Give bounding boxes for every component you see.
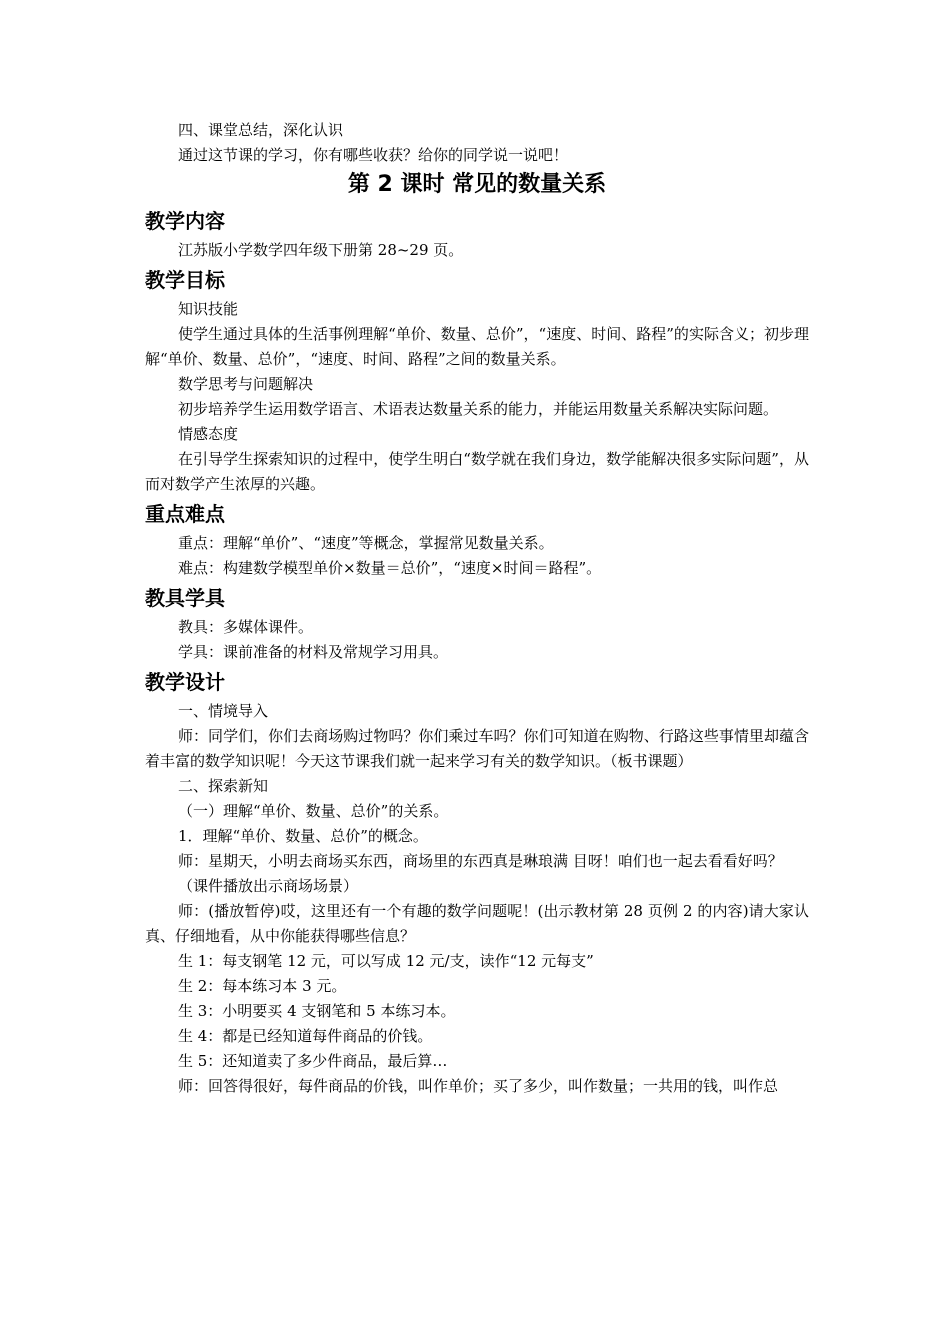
paragraph: 难点：构建数学模型单价×数量＝总价”，“速度×时间＝路程”。 (178, 559, 602, 577)
subheading: 情感态度 (178, 425, 239, 443)
paragraph: 师：回答得很好，每件商品的价钱，叫作单价；买了多少，叫作数量；一共用的钱，叫作总 (178, 1077, 779, 1095)
paragraph: 一、情境导入 (178, 702, 269, 720)
paragraph: （一）理解“单价、数量、总价”的关系。 (178, 802, 449, 820)
document-body (145, 118, 809, 1099)
paragraph: 在引导学生探索知识的过程中，使学生明白“数学就在我们身边，数学能解决很多实际问题”，从而对数学产生浓厚的兴趣。 (145, 450, 809, 493)
section-heading-goals: 教学目标 (145, 268, 225, 292)
subheading: 数学思考与问题解决 (178, 375, 314, 393)
paragraph: 生 4：都是已经知道每件商品的价钱。 (178, 1027, 433, 1045)
paragraph: 重点：理解“单价”、“速度”等概念，掌握常见数量关系。 (178, 534, 554, 552)
paragraph: 1．理解“单价、数量、总价”的概念。 (178, 827, 428, 845)
paragraph: 江苏版小学数学四年级下册第 28~29 页。 (178, 241, 464, 259)
paragraph: 教具：多媒体课件。 (178, 618, 314, 636)
paragraph: 师：(播放暂停)哎，这里还有一个有趣的数学问题呢！(出示教材第 28 页例 2 的内容)请大家认真、仔细地看，从中你能获得哪些信息？ (145, 902, 809, 945)
paragraph: 初步培养学生运用数学语言、术语表达数量关系的能力，并能运用数量关系解决实际问题。 (178, 400, 779, 418)
subheading: 知识技能 (178, 300, 239, 318)
section-heading-design: 教学设计 (145, 670, 225, 694)
section-heading-content: 教学内容 (145, 209, 225, 233)
paragraph: 使学生通过具体的生活事例理解“单价、数量、总价”，“速度、时间、路程”的实际含义；初步理解“单价、数量、总价”，“速度、时间、路程”之间的数量关系。 (145, 325, 809, 368)
summary-heading: 四、课堂总结，深化认识 (178, 121, 344, 139)
paragraph: 学具：课前准备的材料及常规学习用具。 (178, 643, 449, 661)
lesson-title: 第 2 课时 常见的数量关系 (347, 172, 607, 197)
summary-text: 通过这节课的学习，你有哪些收获？给你的同学说一说吧！ (178, 146, 569, 164)
paragraph: 生 3：小明要买 4 支钢笔和 5 本练习本。 (178, 1002, 456, 1020)
paragraph: 师：同学们，你们去商场购过物吗？你们乘过车吗？你们可知道在购物、行路这些事情里却蕴含着丰富的数学知识呢！今天这节课我们就一起来学习有关的数学知识。（板书课题） (145, 727, 809, 770)
paragraph: 生 5：还知道卖了多少件商品，最后算… (178, 1052, 448, 1070)
paragraph: （课件播放出示商场场景） (178, 877, 359, 895)
paragraph: 师：星期天，小明去商场买东西，商场里的东西真是琳琅满 目呀！咱们也一起去看看好吗？ (178, 852, 783, 870)
paragraph: 二、探索新知 (178, 777, 269, 795)
section-heading-key: 重点难点 (145, 502, 225, 526)
paragraph: 生 2：每本练习本 3 元。 (178, 977, 347, 995)
section-heading-tools: 教具学具 (145, 586, 225, 610)
paragraph: 生 1：每支钢笔 12 元，可以写成 12 元/支，读作“12 元每支” (178, 952, 594, 970)
